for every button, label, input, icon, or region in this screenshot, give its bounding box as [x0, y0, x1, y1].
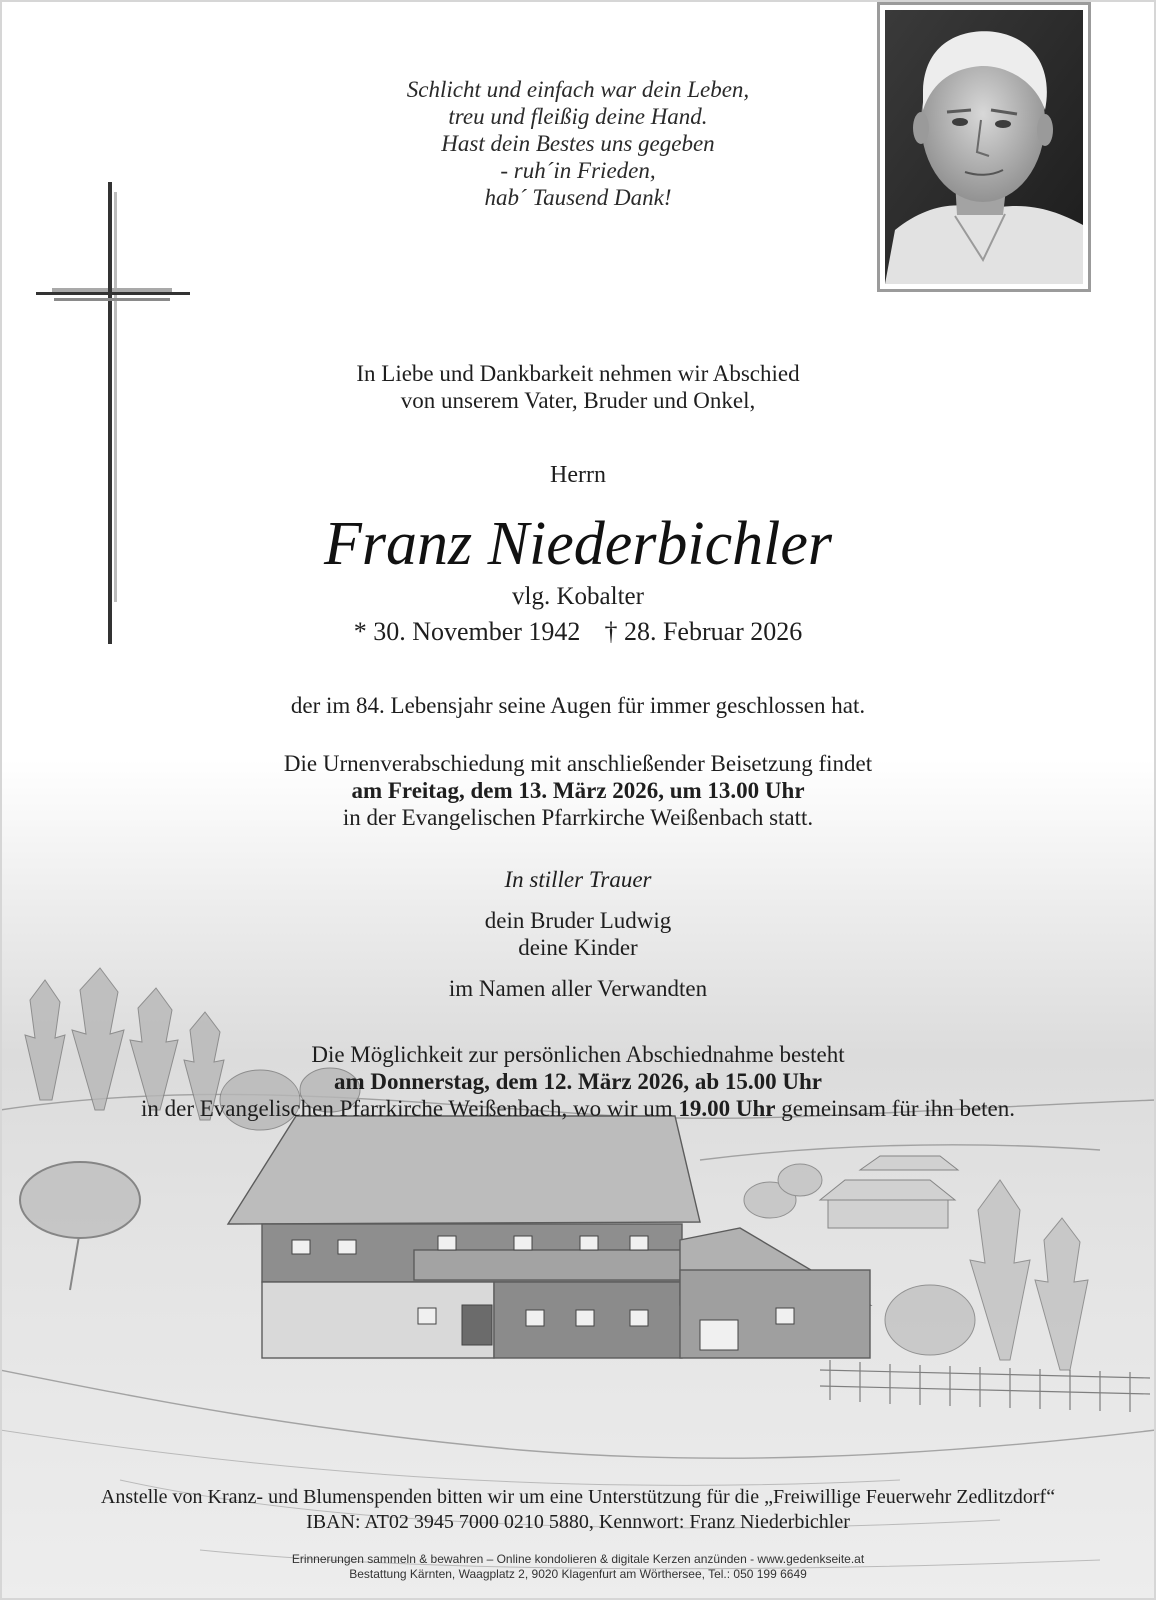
donation-note [0, 1485, 1156, 1535]
intro-line: In Liebe und Dankbarkeit nehmen wir Abschied [356, 361, 800, 386]
donation-iban: IBAN: AT02 3945 7000 0210 5880, Kennwort: Franz Niederbichler [306, 1511, 850, 1533]
farewell-info [0, 1041, 1156, 1122]
intro-line: von unserem Vater, Bruder und Onkel, [400, 388, 756, 413]
farewell-datetime: am Donnerstag, dem 12. März 2026, ab 15.00 Uhr [333, 1069, 823, 1094]
mourners-heading: In stiller Trauer [504, 867, 652, 892]
poem [0, 76, 1156, 211]
salutation: Herrn [550, 462, 606, 488]
intro-text [0, 360, 1156, 414]
mourner-line: dein Bruder Ludwig [484, 908, 672, 933]
poem-line: Schlicht und einfach war dein Leben, [406, 77, 750, 102]
mourner-line: deine Kinder [518, 935, 638, 960]
ceremony-datetime: am Freitag, dem 13. März 2026, um 13.00 Uhr [351, 778, 805, 803]
donation-line: Anstelle von Kranz- und Blumenspenden bitten wir um eine Unterstützung für die „Freiwillige Feuerwehr Zedlitzdorf“ [100, 1486, 1056, 1508]
cross-icon [32, 182, 192, 652]
farewell-line: Die Möglichkeit zur persönlichen Abschiednahme besteht [311, 1042, 845, 1067]
footer-line: Erinnerungen sammeln & bewahren – Online kondolieren & digitale Kerzen anzünden - www.gedenkseite.at [291, 1552, 865, 1566]
mourners [0, 866, 1156, 1002]
prayer-time: 19.00 Uhr [678, 1096, 776, 1121]
death-date: † 28. Februar 2026 [604, 617, 803, 646]
birth-date: * 30. November 1942 [353, 617, 581, 646]
life-dates [0, 617, 1156, 647]
mourner-line: im Namen aller Verwandten [448, 976, 708, 1001]
farewell-location-text: in der Evangelischen Pfarrkirche Weißenbach, wo wir um [140, 1096, 679, 1121]
ceremony-location: in der Evangelischen Pfarrkirche Weißenbach statt. [342, 805, 814, 830]
age-line: der im 84. Lebensjahr seine Augen für immer geschlossen hat. [290, 693, 866, 718]
farewell-location-end: gemeinsam für ihn beten. [775, 1096, 1016, 1121]
poem-line: Hast dein Bestes uns gegeben [441, 131, 715, 156]
ceremony-line: Die Urnenverabschiedung mit anschließender Beisetzung findet [283, 751, 873, 776]
farewell-location [0, 1095, 1156, 1122]
poem-line: treu und fleißig deine Hand. [448, 104, 708, 129]
poem-line: - ruh´in Frieden, [500, 158, 656, 183]
deceased-name: Franz Niederbichler [324, 510, 832, 578]
ceremony-info [0, 750, 1156, 831]
footer [0, 1552, 1156, 1582]
deceased-alias: vlg. Kobalter [512, 583, 644, 610]
footer-line: Bestattung Kärnten, Waagplatz 2, 9020 Klagenfurt am Wörthersee, Tel.: 050 199 6649 [349, 1567, 807, 1581]
poem-line: hab´ Tausend Dank! [484, 185, 672, 210]
